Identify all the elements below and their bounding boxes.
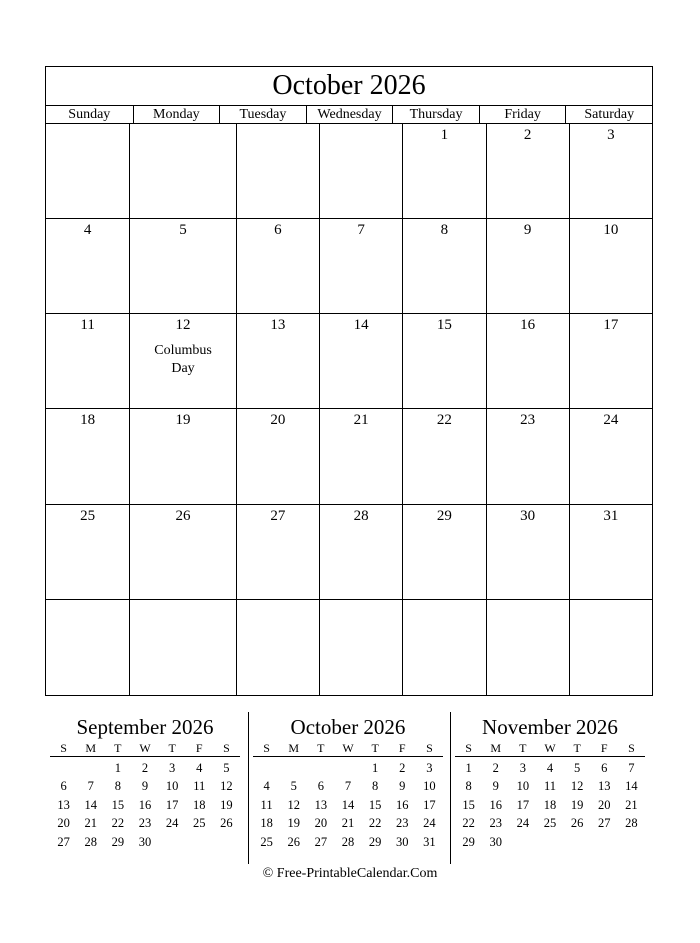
mini-day: 7: [344, 779, 352, 794]
mini-day: 16: [138, 797, 152, 812]
mini-weekday: T: [573, 741, 581, 755]
mini-weekday: M: [85, 741, 97, 755]
day-number: 12: [175, 317, 191, 334]
mini-day: 19: [220, 797, 233, 812]
mini-day: 23: [138, 816, 152, 831]
weekday-header: Tuesday: [219, 106, 306, 123]
mini-day: 13: [57, 797, 70, 812]
day-cell: [402, 124, 485, 219]
mini-day: 24: [516, 816, 530, 831]
day-cell: [486, 219, 569, 314]
mini-calendar-title: October 2026: [290, 715, 406, 739]
mini-day: 30: [396, 834, 409, 849]
day-number: 9: [523, 222, 532, 239]
mini-days-grid: [253, 757, 443, 851]
mini-day: 8: [465, 779, 472, 794]
mini-day: 29: [111, 834, 125, 849]
day-number: 5: [179, 222, 187, 239]
mini-weekday: W: [342, 741, 354, 755]
mini-day: 20: [314, 816, 328, 831]
mini-day: 9: [141, 779, 149, 794]
mini-day: 16: [396, 797, 409, 812]
mini-day: [50, 759, 77, 777]
mini-day: 23: [396, 816, 409, 831]
mini-day: 17: [165, 797, 179, 812]
mini-weekday: S: [60, 741, 67, 755]
calendar-title: October 2026: [46, 67, 652, 106]
day-cell: [129, 219, 236, 314]
day-number: 1: [440, 127, 449, 143]
mini-day: 17: [423, 797, 436, 812]
day-cell: [236, 314, 319, 409]
day-number: 8: [440, 222, 449, 239]
mini-weekday: F: [600, 741, 608, 755]
day-cell: [129, 409, 236, 504]
mini-day: 19: [570, 797, 584, 812]
mini-day: 29: [368, 834, 382, 849]
mini-day: 25: [193, 816, 206, 831]
day-cell: [402, 505, 485, 600]
mini-day: 3: [519, 761, 526, 775]
mini-day: 14: [84, 797, 97, 812]
mini-day: 9: [492, 779, 499, 794]
mini-weekday: S: [628, 741, 635, 755]
mini-day: 6: [60, 779, 67, 794]
day-number: 6: [274, 222, 282, 239]
mini-day: 5: [574, 761, 581, 775]
day-number: 19: [175, 412, 191, 429]
day-cell: [486, 505, 569, 600]
mini-day: 22: [111, 816, 125, 831]
mini-day: 1: [372, 761, 379, 775]
mini-day: 13: [598, 779, 611, 794]
mini-day: 11: [260, 797, 273, 812]
mini-calendar-title: November 2026: [482, 715, 618, 739]
mini-day: 20: [598, 797, 611, 812]
day-number: 14: [353, 317, 369, 334]
mini-day: 25: [260, 834, 273, 849]
mini-calendar-title: September 2026: [76, 715, 214, 739]
mini-day: 12: [287, 797, 300, 812]
mini-day: [334, 759, 361, 777]
mini-weekday: S: [223, 741, 230, 755]
mini-weekday: W: [544, 741, 556, 755]
mini-day: 18: [193, 797, 206, 812]
mini-day: 4: [546, 761, 554, 775]
day-number: 30: [520, 507, 536, 524]
day-number: 25: [80, 507, 96, 524]
mini-weekday-row: [455, 741, 645, 757]
day-cell: [402, 409, 485, 504]
mini-weekday: T: [317, 741, 325, 755]
mini-day: 15: [368, 797, 382, 812]
weekday-header: Friday: [479, 106, 566, 123]
mini-day: 12: [220, 779, 233, 794]
day-cell: [569, 314, 652, 409]
mini-day: 1: [114, 761, 121, 775]
day-number: 13: [270, 317, 286, 334]
day-cell: [236, 124, 319, 219]
mini-day: 25: [543, 816, 557, 831]
mini-day: 22: [462, 816, 475, 831]
mini-calendar-september: [50, 712, 240, 851]
mini-day: 18: [543, 797, 557, 812]
mini-day: 15: [111, 797, 125, 812]
mini-day: 2: [492, 761, 499, 775]
day-number: 21: [353, 412, 369, 429]
weekday-header: Saturday: [565, 106, 652, 123]
mini-day: 7: [628, 761, 635, 775]
mini-day: 14: [625, 779, 638, 794]
day-cell: [569, 409, 652, 504]
day-number: 20: [270, 412, 286, 429]
mini-day: 28: [341, 834, 355, 849]
mini-day: 10: [516, 779, 530, 794]
day-cell: [319, 219, 402, 314]
day-cell: [46, 600, 129, 695]
weekday-header: Wednesday: [306, 106, 393, 123]
mini-calendar-october: [253, 712, 443, 851]
calendar-grid: [46, 124, 652, 695]
mini-day: 15: [462, 797, 475, 812]
day-number: 22: [436, 412, 452, 429]
day-cell: [319, 505, 402, 600]
mini-day: 11: [193, 779, 206, 794]
day-cell: [46, 409, 129, 504]
weekday-header: Thursday: [392, 106, 479, 123]
day-cell: [46, 219, 129, 314]
mini-day: 6: [601, 761, 608, 775]
mini-day: 21: [341, 816, 355, 831]
mini-day: [307, 759, 334, 777]
day-cell: [486, 314, 569, 409]
mini-day: 5: [223, 761, 230, 775]
mini-day: 11: [543, 779, 557, 794]
day-cell: [319, 314, 402, 409]
day-number: 26: [175, 507, 191, 524]
mini-day: 8: [372, 779, 379, 794]
day-cell: [236, 505, 319, 600]
mini-weekday: T: [168, 741, 176, 755]
mini-day: 10: [423, 779, 436, 794]
mini-day: [280, 759, 307, 777]
weekday-header-row: [46, 106, 652, 124]
main-calendar: [45, 66, 653, 696]
day-number: 15: [436, 317, 452, 334]
day-cell: [46, 505, 129, 600]
mini-day: 24: [423, 816, 436, 831]
day-cell: [486, 124, 569, 219]
mini-day: 20: [57, 816, 70, 831]
day-cell: [129, 124, 236, 219]
day-number: 2: [523, 127, 532, 143]
divider: [450, 712, 451, 864]
mini-day: 3: [426, 761, 433, 775]
day-number: 17: [603, 317, 619, 334]
mini-day: 21: [84, 816, 97, 831]
mini-day: 4: [196, 761, 203, 775]
mini-weekday: S: [263, 741, 270, 755]
mini-day: 4: [263, 779, 270, 794]
mini-days-grid: [455, 757, 645, 851]
mini-day: 26: [570, 816, 584, 831]
mini-day: 23: [489, 816, 502, 831]
mini-day: 13: [314, 797, 328, 812]
day-cell: [236, 600, 319, 695]
day-cell: [319, 600, 402, 695]
day-number: 4: [83, 222, 92, 239]
day-cell: [129, 505, 236, 600]
day-number: 10: [603, 222, 619, 239]
mini-day: 6: [317, 779, 324, 794]
day-cell: [236, 409, 319, 504]
day-cell: [569, 600, 652, 695]
mini-day: 29: [462, 834, 475, 849]
mini-weekday: S: [465, 741, 472, 755]
mini-day: 31: [423, 834, 436, 849]
mini-day: 2: [399, 761, 406, 775]
mini-day: 5: [290, 779, 297, 794]
mini-day: 12: [570, 779, 584, 794]
day-cell: [402, 314, 485, 409]
mini-day: 24: [165, 816, 179, 831]
mini-day: 2: [141, 761, 149, 775]
day-number: 29: [436, 507, 452, 524]
mini-day: 30: [138, 834, 152, 849]
mini-day: 19: [287, 816, 300, 831]
day-cell: [319, 124, 402, 219]
mini-weekday: F: [398, 741, 406, 755]
mini-day: 27: [57, 834, 70, 849]
mini-day: 8: [114, 779, 121, 794]
day-number: 18: [80, 412, 96, 429]
mini-day: [77, 759, 104, 777]
mini-day: 1: [465, 761, 472, 775]
mini-day: 27: [314, 834, 328, 849]
day-number: 7: [357, 222, 365, 239]
day-number: 31: [603, 507, 619, 524]
mini-days-grid: [50, 757, 240, 851]
mini-calendar-november: [455, 712, 645, 851]
mini-day: 21: [625, 797, 638, 812]
mini-day: 17: [516, 797, 530, 812]
day-cell: [569, 505, 652, 600]
holiday-note: Columbus Day: [154, 343, 212, 377]
day-cell: [486, 600, 569, 695]
mini-day: 22: [368, 816, 382, 831]
day-cell: [236, 219, 319, 314]
mini-weekday: W: [139, 741, 151, 755]
mini-day: 28: [84, 834, 97, 849]
day-cell: [402, 219, 485, 314]
mini-weekday: S: [426, 741, 433, 755]
mini-day: 26: [287, 834, 300, 849]
mini-day: 14: [341, 797, 355, 812]
mini-day: 16: [489, 797, 502, 812]
weekday-header: Monday: [133, 106, 220, 123]
day-cell: [46, 124, 129, 219]
mini-weekday-row: [253, 741, 443, 757]
day-cell: [129, 314, 236, 409]
day-cell: [569, 219, 652, 314]
mini-day: [253, 759, 280, 777]
day-number: 24: [603, 412, 619, 429]
day-number: 23: [520, 412, 536, 429]
divider: [248, 712, 249, 864]
day-number: 27: [270, 507, 286, 524]
mini-weekday: F: [195, 741, 203, 755]
mini-day: 3: [169, 761, 176, 775]
mini-day: 27: [598, 816, 611, 831]
mini-day: 30: [489, 834, 502, 849]
mini-weekday: T: [371, 741, 379, 755]
mini-day: 26: [220, 816, 233, 831]
day-number: 16: [520, 317, 536, 334]
day-cell: [46, 314, 129, 409]
day-cell: [486, 409, 569, 504]
weekday-header: Sunday: [68, 107, 111, 122]
day-cell: [569, 124, 652, 219]
mini-weekday: T: [114, 741, 122, 755]
mini-day: 18: [260, 816, 273, 831]
copyright-footer: © Free-PrintableCalendar.Com: [262, 866, 438, 881]
mini-day: 7: [87, 779, 94, 794]
day-number: 3: [607, 127, 615, 143]
day-cell: [402, 600, 485, 695]
mini-weekday: T: [519, 741, 527, 755]
mini-day: 28: [625, 816, 638, 831]
mini-day: 9: [399, 779, 406, 794]
mini-day: 10: [165, 779, 179, 794]
day-number: 28: [353, 507, 369, 524]
day-cell: [319, 409, 402, 504]
day-number: 11: [80, 317, 95, 334]
mini-weekday-row: [50, 741, 240, 757]
mini-weekday: M: [288, 741, 300, 755]
day-cell: [129, 600, 236, 695]
mini-weekday: M: [490, 741, 502, 755]
